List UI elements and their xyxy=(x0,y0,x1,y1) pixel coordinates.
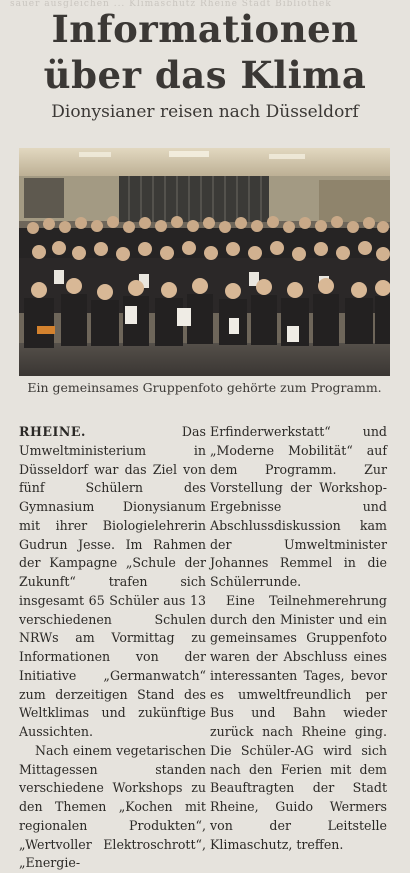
headline-line-2: über das Klima xyxy=(43,53,367,97)
paragraph-1-text: Das Umweltministerium in Düsseldorf war das Ziel von fünf Schülern des Gymnasium Dionysianum mit ihrer Biologielehrerin Gudrun Jesse. Im Rahmen der Kampagne „Schule der Zukunft“ trafen sich insgesamt 65 Schüler aus 13 verschiedenen Schulen NRWs am Vormittag zu Informationen von der Initiative „Germanwatch“ zum derzeitigen Stand des Weltklimas und zukünftige Aussichten. xyxy=(19,424,206,739)
article-paragraph-3: Erfinderwerkstatt“ und „Moderne Mobilität“ auf dem Programm. Zur Vorstellung der Workshop-Ergebnisse und Abschlussdiskussion kam der Umweltminister Johannes Remmel in die Schülerrunde. xyxy=(210,424,387,589)
bleed-through-text: sauer ausgleichen ... Klimaschutz Rheine Stadt Bibliothek xyxy=(10,0,332,9)
article-column-right xyxy=(210,423,387,854)
photo-caption: Ein gemeinsames Gruppenfoto gehörte zum Programm. xyxy=(27,380,382,395)
article-subheadline: Dionysianer reisen nach Düsseldorf xyxy=(51,102,359,122)
headline-line-1: Informationen xyxy=(51,7,359,51)
group-photo xyxy=(19,148,390,376)
dateline: RHEINE. xyxy=(19,424,86,439)
article-paragraph-1 xyxy=(19,423,206,742)
article-column-left xyxy=(19,423,206,873)
article-paragraph-4: Eine Teilnehmerehrung durch den Minister und ein gemeinsames Gruppenfoto waren der Abschluss eines interessanten Tages, bevor es umweltfreundlich per Bus und Bahn wieder zurück nach Rheine ging. Die Schüler-AG wird sich nach den Ferien mit dem Beauftragten der Stadt Rheine, Guido Wermers von der Leitstelle Klimaschutz, treffen. xyxy=(210,592,387,852)
article-paragraph-2: Nach einem vegetarischen Mittagessen standen verschiedene Workshops zu den Themen „Kochen mit regionalen Produkten“, „Wertvoller Elektroschrott“, „Energie- xyxy=(19,742,206,871)
article-headline xyxy=(0,6,410,98)
